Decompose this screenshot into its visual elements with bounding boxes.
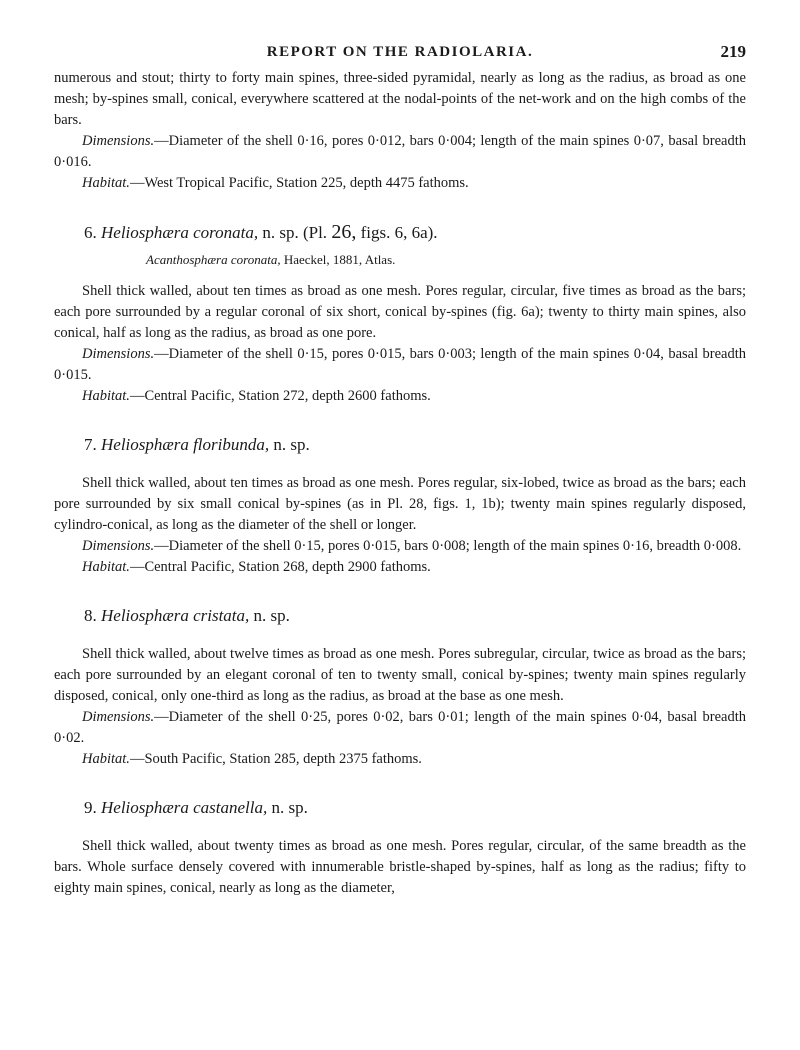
intro-dimensions: Dimensions.—Diameter of the shell 0·16, pores 0·012, bars 0·004; length of the main spines 0·07, basal breadth 0·016. xyxy=(54,133,746,170)
species-habitat: Habitat.—Central Pacific, Station 268, depth 2900 fathoms. xyxy=(82,559,431,575)
page-header xyxy=(54,40,746,68)
species-description: Shell thick walled, about ten times as broad as one mesh. Pores regular, circular, five times as broad as the bars; each pore surrounded by a regular coronal of six short, conical by-spines (fig. 6a); twenty to thirty main spines, also conical, half as long as the radius, as broad as one pore. xyxy=(54,283,746,341)
species-description: Shell thick walled, about twelve times as broad as one mesh. Pores subregular, circular, twice as broad as the bars; each pore surrounded by an elegant coronal of ten to twenty small, conical by-spines; twenty main spines regularly disposed, conical, only one-third as long as the radius, as broad at the base as one mesh. xyxy=(54,646,746,704)
page-number: 219 xyxy=(720,42,746,61)
species-habitat: Habitat.—South Pacific, Station 285, depth 2375 fathoms. xyxy=(82,751,422,767)
species-heading: 9. Heliosphæra castanella, n. sp. xyxy=(84,798,308,817)
intro-description: numerous and stout; thirty to forty main spines, three-sided pyramidal, nearly as long as the radius, as broad as one mesh; by-spines small, conical, everywhere scattered at the nodal-points of the net-work and on the high combs of the bars. xyxy=(54,70,746,128)
species-entry xyxy=(54,796,746,899)
species-description: Shell thick walled, about ten times as broad as one mesh. Pores regular, six-lobed, twice as broad as the bars; each pore surrounded by six small conical by-spines (as in Pl. 28, figs. 1, 1b); twenty main spines regularly disposed, cylindro-conical, as long as the diameter of the shell or longer. xyxy=(54,475,746,533)
species-dimensions: Dimensions.—Diameter of the shell 0·15, pores 0·015, bars 0·003; length of the main spines 0·04, basal breadth 0·015. xyxy=(54,346,746,383)
species-heading: 7. Heliosphæra floribunda, n. sp. xyxy=(84,435,310,454)
species-dimensions: Dimensions.—Diameter of the shell 0·15, pores 0·015, bars 0·008; length of the main spines 0·16, breadth 0·008. xyxy=(82,538,742,554)
species-heading: 8. Heliosphæra cristata, n. sp. xyxy=(84,606,290,625)
species-entry xyxy=(54,220,746,407)
species-entry xyxy=(54,604,746,770)
document-page xyxy=(54,40,746,899)
species-heading: 6. Heliosphæra coronata, n. sp. (Pl. 26, figs. 6, 6a). xyxy=(84,221,438,243)
running-title: REPORT ON THE RADIOLARIA. xyxy=(266,44,534,60)
species-description: Shell thick walled, about twenty times as broad as one mesh. Pores regular, circular, of the same breadth as the bars. Whole surface densely covered with innumerable bristle-shaped by-spines, half as long as the radius; fifty to eighty main spines, conical, nearly as long as the diameter, xyxy=(54,838,746,896)
intro-section xyxy=(54,68,746,194)
species-entry xyxy=(54,433,746,578)
species-habitat: Habitat.—Central Pacific, Station 272, depth 2600 fathoms. xyxy=(82,388,431,404)
intro-habitat: Habitat.—West Tropical Pacific, Station 225, depth 4475 fathoms. xyxy=(82,175,469,191)
species-synonym: Acanthosphæra coronata, Haeckel, 1881, Atlas. xyxy=(146,252,396,267)
species-dimensions: Dimensions.—Diameter of the shell 0·25, pores 0·02, bars 0·01; length of the main spines 0·04, basal breadth 0·02. xyxy=(54,709,746,746)
